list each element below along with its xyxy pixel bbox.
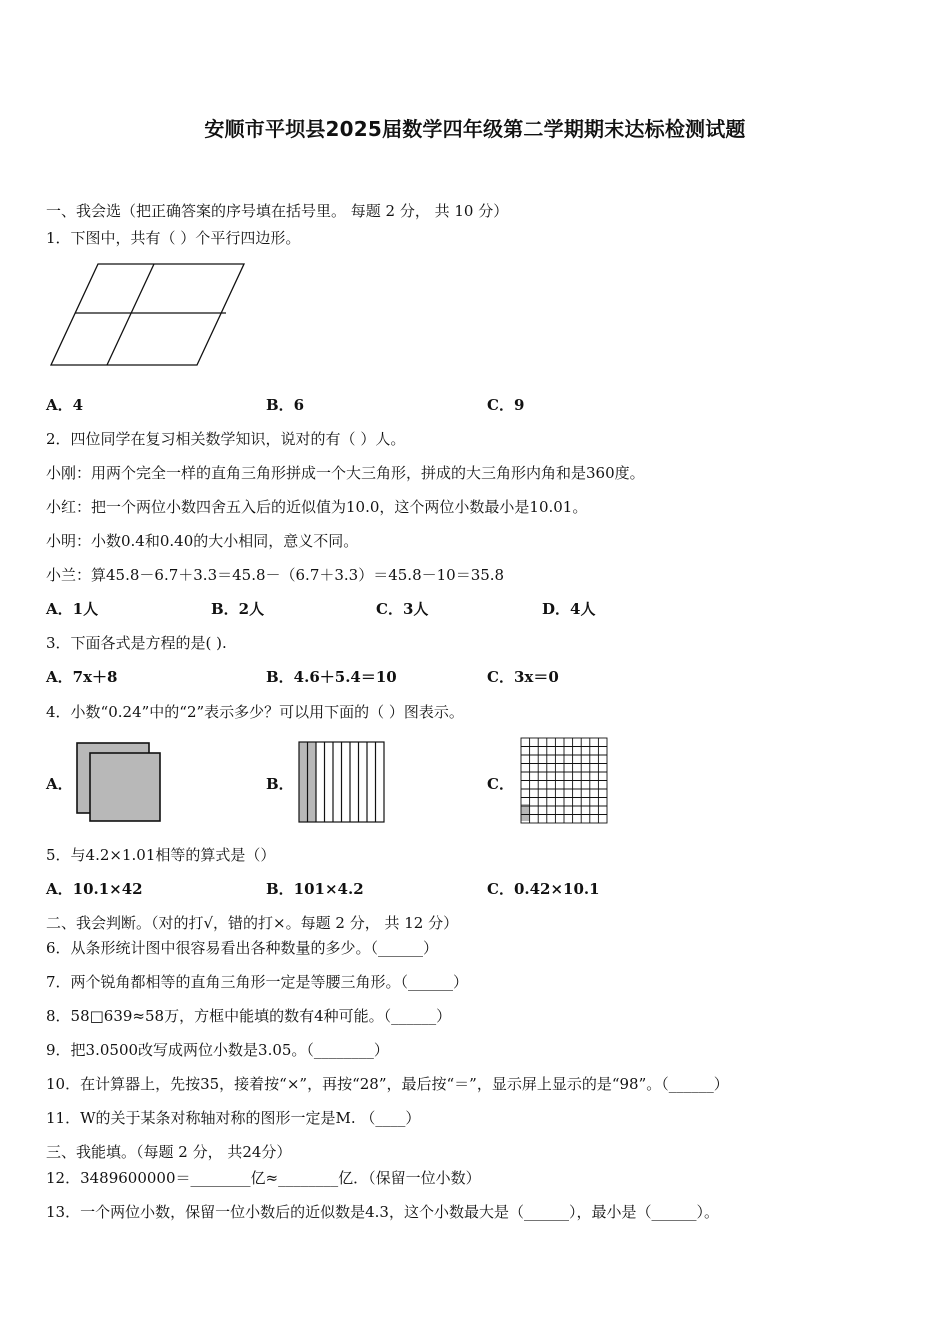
q4-label-c[interactable]: C． (487, 775, 514, 793)
q4-figure-b-ten-strips (297, 740, 387, 826)
q8-item[interactable]: 8．58□639≈58万，方框中能填的数有4种可能。（______） (46, 1007, 452, 1025)
q13-item[interactable]: 13．一个两位小数，保留一位小数后的近似数是4.3，这个小数最大是（______），最小是（______）。 (46, 1203, 719, 1221)
q12-item[interactable]: 12．3489600000＝________亿≈________亿．（保留一位小数） (46, 1169, 481, 1187)
q3-option-a[interactable]: A．7x＋8 (46, 668, 118, 686)
q2-option-a[interactable]: A．1人 (46, 600, 99, 618)
q2-stem: 2．四位同学在复习相关数学知识，说对的有（ ）人。 (46, 430, 406, 448)
q1-option-a[interactable]: A．4 (46, 396, 84, 414)
q2-option-b[interactable]: B．2人 (211, 600, 265, 618)
q6-item[interactable]: 6．从条形统计图中很容易看出各种数量的多少。（______） (46, 939, 439, 957)
q5-stem: 5．与4.2×1.01相等的算式是（） (46, 846, 276, 864)
q2-option-c[interactable]: C．3人 (376, 600, 429, 618)
q2-option-d[interactable]: D．4人 (542, 600, 596, 618)
shaded-cells (521, 804, 530, 821)
q2-line-xiaohong: 小红：把一个两位小数四舍五入后的近似值为10.0，这个两位小数最小是10.01。 (46, 498, 588, 516)
q3-option-b[interactable]: B．4.6＋5.4＝10 (266, 668, 397, 686)
grid-lines (521, 738, 607, 823)
q2-line-xiaogang: 小刚：用两个完全一样的直角三角形拼成一个大三角形，拼成的大三角形内角和是360度。 (46, 464, 645, 482)
q4-label-b[interactable]: B． (266, 775, 294, 793)
q2-line-xiaolan: 小兰：算45.8－6.7＋3.3＝45.8－（6.7＋3.3）＝45.8－10＝35.8 (46, 566, 505, 584)
q5-option-a[interactable]: A．10.1×42 (46, 880, 143, 898)
q1-parallelogram-figure (46, 258, 250, 370)
page-title: 安顺市平坝县2025届数学四年级第二学期期末达标检测试题 (204, 117, 746, 141)
q1-option-c[interactable]: C．9 (487, 396, 525, 414)
q4-stem: 4．小数“0.24”中的“2”表示多少？可以用下面的（ ）图表示。 (46, 703, 464, 721)
front-square (90, 753, 160, 821)
q5-option-c[interactable]: C．0.42×10.1 (487, 880, 600, 898)
q1-option-b[interactable]: B．6 (266, 396, 305, 414)
q7-item[interactable]: 7．两个锐角都相等的直角三角形一定是等腰三角形。（______） (46, 973, 469, 991)
q2-line-xiaoming: 小明：小数0.4和0.40的大小相同，意义不同。 (46, 532, 359, 550)
q4-figure-c-hundred-grid (519, 736, 611, 826)
section-1-header: 一、我会选（把正确答案的序号填在括号里。 每题 2 分， 共 10 分） (46, 202, 509, 220)
q4-label-a[interactable]: A． (46, 775, 73, 793)
q9-item[interactable]: 9．把3.0500改写成两位小数是3.05。（________） (46, 1041, 389, 1059)
q1-stem: 1．下图中，共有（ ）个平行四边形。 (46, 229, 301, 247)
q11-item[interactable]: 11．W的关于某条对称轴对称的图形一定是M. （____） (46, 1109, 421, 1127)
section-3-header: 三、我能填。（每题 2 分， 共24分） (46, 1143, 292, 1161)
slant-divider (107, 264, 154, 365)
q4-figure-a-two-squares (74, 740, 166, 826)
q10-item[interactable]: 10．在计算器上，先按35，接着按“×”，再按“28”，最后按“＝”，显示屏上显示的是“98”。（______） (46, 1075, 729, 1093)
q5-option-b[interactable]: B．101×4.2 (266, 880, 364, 898)
q3-option-c[interactable]: C．3x＝0 (487, 668, 559, 686)
section-2-header: 二、我会判断。（对的打√，错的打×。每题 2 分， 共 12 分） (46, 914, 459, 932)
q3-stem: 3．下面各式是方程的是( ). (46, 634, 227, 652)
